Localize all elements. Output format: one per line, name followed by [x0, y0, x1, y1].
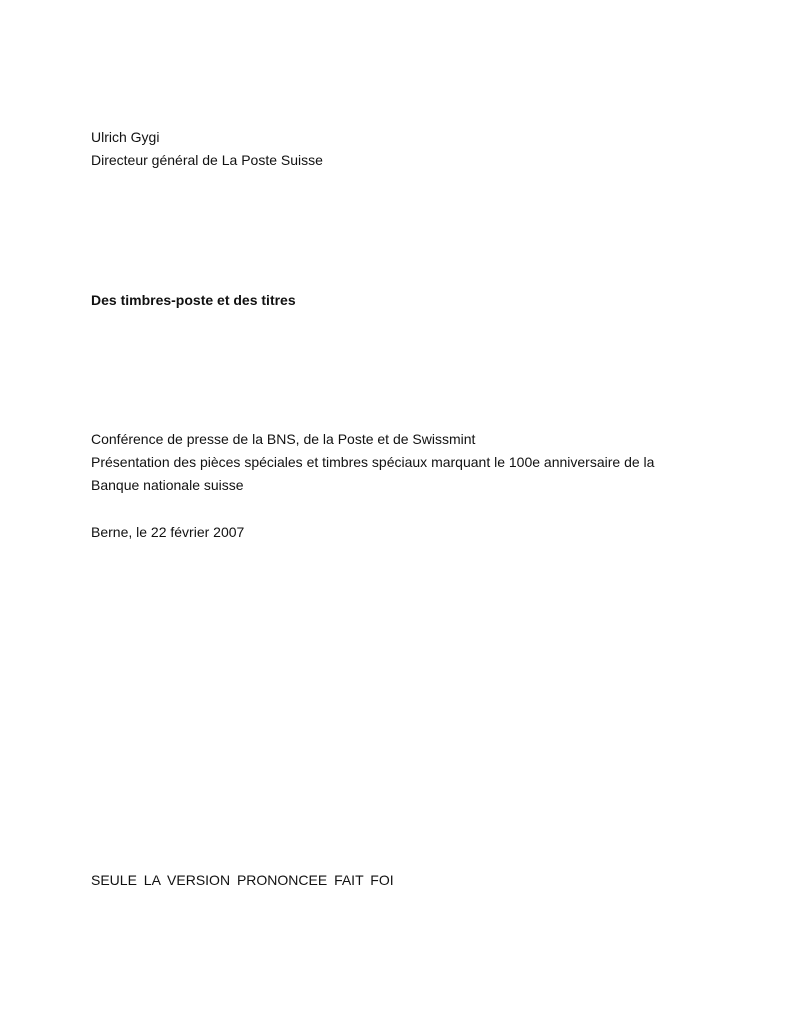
author-position: Directeur général de La Poste Suisse	[91, 152, 323, 168]
event-line-2: Présentation des pièces spéciales et timbres spéciaux marquant le 100e anniversaire de la	[91, 454, 655, 470]
author-name: Ulrich Gygi	[91, 129, 160, 145]
place-date: Berne, le 22 février 2007	[91, 524, 245, 540]
spoken-version-notice: SEULE LA VERSION PRONONCEE FAIT FOI	[91, 872, 394, 888]
event-line-1: Conférence de presse de la BNS, de la Poste et de Swissmint	[91, 431, 476, 447]
document-title: Des timbres-poste et des titres	[91, 292, 296, 308]
event-line-3: Banque nationale suisse	[91, 477, 244, 493]
